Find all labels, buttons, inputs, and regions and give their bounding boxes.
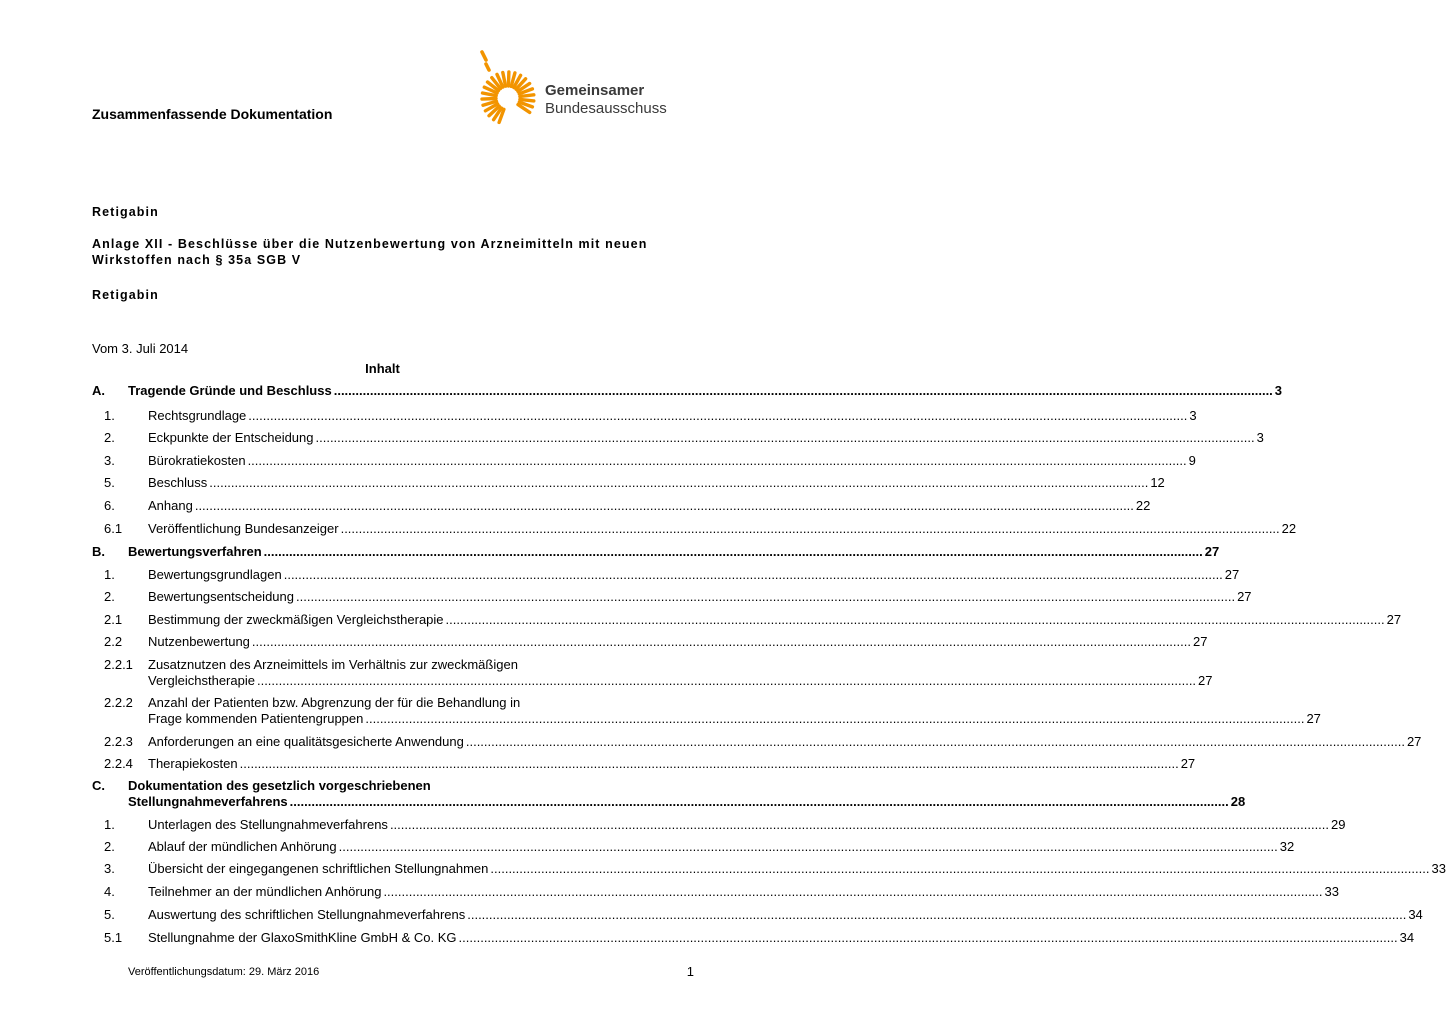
toc-heading: Inhalt	[365, 361, 400, 376]
toc-entry-page: 33	[1431, 861, 1446, 876]
toc-entry-page: 3	[1189, 408, 1197, 423]
toc-entry-number: 2.	[104, 589, 115, 604]
toc-dot-leader: ....................................................................................................................................................................................................................................................................	[247, 453, 1187, 468]
toc-dot-leader: ....................................................................................................................................................................................................................................................................	[248, 408, 1188, 423]
toc-entry-page: 3	[1274, 383, 1283, 398]
toc-entry-number: 2.2	[104, 634, 123, 649]
toc-entry-page: 29	[1331, 817, 1346, 832]
toc-dot-leader: ....................................................................................................................................................................................................................................................................	[209, 475, 1149, 490]
toc-entry-number: 4.	[104, 884, 115, 899]
toc-entry-number: B.	[92, 544, 105, 559]
toc-dot-leader: ....................................................................................................................................................................................................................................................................	[263, 544, 1203, 559]
toc-dot-leader: ....................................................................................................................................................................................................................................................................	[365, 711, 1305, 726]
toc-entry-number: 2.2.3	[104, 734, 133, 749]
toc-entry-page: 33	[1324, 884, 1339, 899]
toc-entry-number: 3.	[104, 861, 115, 876]
toc-entry-number: 3.	[104, 453, 115, 468]
toc-entry-title: Ablauf der mündlichen Anhörung	[148, 839, 337, 854]
toc-entry-title: Teilnehmer an der mündlichen Anhörung	[148, 884, 382, 899]
toc-entry-number: 1.	[104, 817, 115, 832]
toc-entry-number: A.	[92, 383, 105, 398]
toc-entry-title: Bestimmung der zweckmäßigen Vergleichstherapie	[148, 612, 444, 627]
toc-dot-leader: ....................................................................................................................................................................................................................................................................	[467, 907, 1407, 922]
toc-entry-title: Auswertung des schriftlichen Stellungnahmeverfahrens	[148, 907, 466, 922]
logo-text-line2: Bundesausschuss	[545, 100, 667, 117]
toc-dot-leader: ....................................................................................................................................................................................................................................................................	[445, 612, 1385, 627]
toc-dot-leader: ....................................................................................................................................................................................................................................................................	[283, 567, 1223, 582]
toc-entry-title: Übersicht der eingegangenen schriftlichen Stellungnahmen	[148, 861, 489, 876]
toc-entry-number: 6.1	[104, 521, 123, 536]
toc-entry-number: C.	[92, 778, 105, 793]
toc-entry-title: Bürokratiekosten	[148, 453, 246, 468]
toc-entry-page: 27	[1386, 612, 1402, 627]
toc-entry-number: 2.2.2	[104, 695, 133, 710]
toc-entry-page: 34	[1399, 930, 1415, 945]
resolution-date: Vom 3. Juli 2014	[92, 341, 189, 356]
toc-dot-leader: ....................................................................................................................................................................................................................................................................	[333, 383, 1273, 398]
sun-ray	[520, 99, 534, 101]
toc-entry-title: Stellungnahme der GlaxoSmithKline GmbH & Co. KG	[148, 930, 457, 945]
toc-entry-title: Bewertungsgrundlagen	[148, 567, 282, 582]
toc-dot-leader: ....................................................................................................................................................................................................................................................................	[340, 521, 1280, 536]
toc-dot-leader: ....................................................................................................................................................................................................................................................................	[383, 884, 1323, 899]
toc-entry-number: 2.1	[104, 612, 123, 627]
sun-ray	[520, 95, 534, 97]
toc-entry-page: 3	[1256, 430, 1264, 445]
annex-heading: Anlage XII - Beschlüsse über die Nutzenbewertung von Arzneimitteln mit neuen Wirkstoffen nach § 35a SGB V	[92, 237, 648, 267]
toc-dot-leader: ....................................................................................................................................................................................................................................................................	[338, 839, 1278, 854]
toc-entry-number: 2.2.1	[104, 657, 133, 672]
toc-entry-number: 5.	[104, 907, 115, 922]
toc-entry-page: 27	[1198, 673, 1213, 688]
toc-entry-title: Rechtsgrundlage	[148, 408, 247, 423]
toc-dot-leader: ....................................................................................................................................................................................................................................................................	[490, 861, 1430, 876]
publication-date: Veröffentlichungsdatum: 29. März 2016	[128, 966, 320, 978]
toc-entry-page: 27	[1204, 544, 1220, 559]
toc-entry-title: Unterlagen des Stellungnahmeverfahrens	[148, 817, 388, 832]
toc-dot-leader: ....................................................................................................................................................................................................................................................................	[296, 589, 1236, 604]
toc-entry-page: 27	[1406, 734, 1422, 749]
toc-entry-number: 1.	[104, 408, 115, 423]
toc-entry-title: Bewertungsverfahren	[128, 544, 262, 559]
document-title: Zusammenfassende Dokumentation	[92, 106, 333, 122]
gba-logo	[472, 48, 682, 130]
toc-entry-title-line: Anzahl der Patienten bzw. Abgrenzung der für die Behandlung in	[148, 695, 521, 710]
toc-entry-page: 32	[1279, 839, 1295, 854]
toc-entry-title: Frage kommenden Patientengruppen	[148, 711, 364, 726]
page-number: 1	[686, 964, 694, 979]
toc-entry-title-line: Dokumentation des gesetzlich vorgeschriebenen	[128, 778, 431, 793]
sun-ray	[482, 99, 496, 100]
toc-entry-page: 27	[1180, 756, 1196, 771]
sun-ray-accent	[486, 64, 489, 70]
toc-entry-number: 5.	[104, 475, 115, 490]
toc-entry-title: Veröffentlichung Bundesanzeiger	[148, 521, 339, 536]
toc-dot-leader: ....................................................................................................................................................................................................................................................................	[194, 498, 1134, 513]
toc-entry-title: Anforderungen an eine qualitätsgesicherte Anwendung	[148, 734, 464, 749]
toc-entry-page: 12	[1150, 475, 1165, 490]
toc-dot-leader: ....................................................................................................................................................................................................................................................................	[251, 634, 1191, 649]
toc-dot-leader: ....................................................................................................................................................................................................................................................................	[465, 734, 1405, 749]
subject-heading: Retigabin	[92, 205, 159, 219]
toc-entry-page: 22	[1281, 521, 1297, 536]
toc-dot-leader: ....................................................................................................................................................................................................................................................................	[458, 930, 1398, 945]
logo-text-line1: Gemeinsamer	[545, 82, 645, 99]
toc-dot-leader: ....................................................................................................................................................................................................................................................................	[389, 817, 1330, 832]
toc-entry-title: Eckpunkte der Entscheidung	[148, 430, 314, 445]
toc-entry-page: 28	[1230, 794, 1246, 809]
toc-entry-title: Bewertungsentscheidung	[148, 589, 294, 604]
toc-entry-number: 1.	[104, 567, 115, 582]
toc-entry-title: Stellungnahmeverfahrens	[128, 794, 288, 809]
toc-entry-page: 34	[1408, 907, 1423, 922]
toc-entry-title: Nutzenbewertung	[148, 634, 250, 649]
sun-ray-accent	[482, 52, 486, 60]
toc-entry-title-line: Zusatznutzen des Arzneimittels im Verhältnis zur zweckmäßigen	[148, 657, 518, 672]
toc-entry-title: Tragende Gründe und Beschluss	[128, 383, 332, 398]
sun-logo-icon	[472, 48, 542, 130]
toc-entry-number: 5.1	[104, 930, 123, 945]
toc-entry-number: 6.	[104, 498, 115, 513]
sun-ray	[508, 72, 509, 86]
toc-entry-page: 27	[1224, 567, 1240, 582]
toc-entry-number: 2.	[104, 430, 115, 445]
toc-entry-page: 22	[1135, 498, 1151, 513]
toc-entry-title: Anhang	[148, 498, 193, 513]
toc-dot-leader: ....................................................................................................................................................................................................................................................................	[256, 673, 1197, 688]
toc-dot-leader: ....................................................................................................................................................................................................................................................................	[289, 794, 1229, 809]
toc-entry-number: 2.2.4	[104, 756, 133, 771]
toc-entry-title: Vergleichstherapie	[148, 673, 255, 688]
toc-dot-leader: ....................................................................................................................................................................................................................................................................	[315, 430, 1255, 445]
toc-entry-title: Beschluss	[148, 475, 208, 490]
toc-entry-number: 2.	[104, 839, 115, 854]
toc-entry-page: 27	[1306, 711, 1321, 726]
toc-dot-leader: ....................................................................................................................................................................................................................................................................	[239, 756, 1179, 771]
toc-entry-title: Therapiekosten	[148, 756, 238, 771]
toc-entry-page: 27	[1237, 589, 1252, 604]
toc-entry-page: 9	[1188, 453, 1196, 468]
toc-entry-page: 27	[1192, 634, 1208, 649]
subject-heading-repeat: Retigabin	[92, 288, 159, 302]
